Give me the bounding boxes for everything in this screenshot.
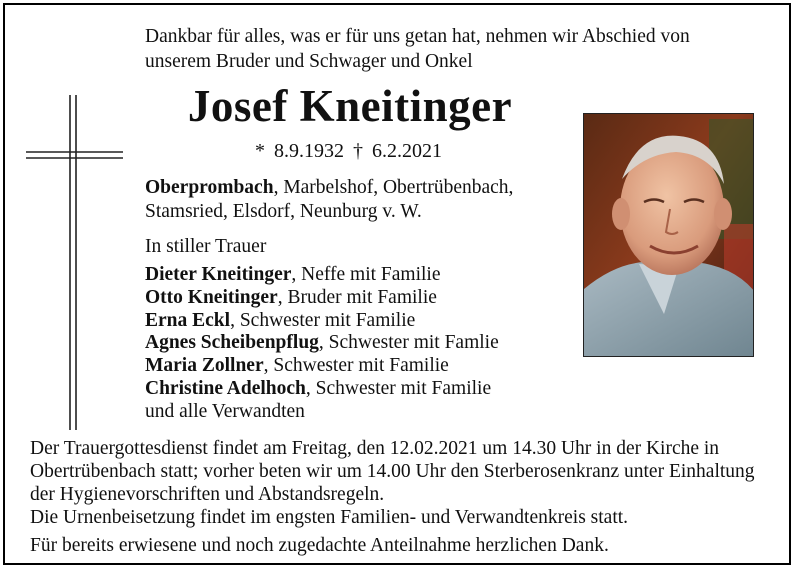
intro-text: Dankbar für alles, was er für uns getan hat, nehmen wir Abschied von unserem Bruder und Schwager und Onkel — [145, 26, 690, 72]
list-item — [145, 378, 499, 401]
thanks-text: Für bereits erwiesene und noch zugedachte Anteilnahme herzlichen Dank. — [30, 535, 609, 556]
list-item — [145, 287, 499, 310]
list-item — [145, 310, 499, 333]
urn-text: Die Urnenbeisetzung findet im engsten Familien- und Verwandtenkreis statt. — [30, 507, 629, 528]
mourner-name: Maria Zollner — [145, 355, 264, 377]
in-stiller-trauer: In stiller Trauer — [145, 236, 267, 257]
list-item — [145, 355, 499, 378]
closing-text — [30, 437, 775, 557]
relatives-line: und alle Verwandten — [145, 400, 305, 422]
life-dates — [255, 140, 442, 163]
mourner-relation: , Schwester mit Familie — [305, 377, 492, 399]
mourner-name: Erna Eckl — [145, 309, 231, 331]
mourner-relation: , Neffe mit Familie — [291, 264, 441, 285]
mourner-name: Otto Kneitinger — [145, 286, 278, 308]
mourner-relation: , Schwester mit Famlie — [318, 332, 499, 354]
mourner-relation: , Bruder mit Familie — [277, 286, 437, 308]
mourner-name: Christine Adelhoch — [145, 377, 306, 399]
portrait-photo — [583, 113, 754, 357]
mourner-name: Dieter Kneitinger — [145, 264, 292, 285]
place-others: , Marbelshof, Obertrübenbach, Stamsried, Elsdorf, Neunburg v. W. — [145, 177, 514, 222]
places — [145, 176, 565, 224]
mourners-list — [145, 264, 499, 424]
list-item — [145, 332, 499, 355]
service-text: Der Trauergottesdienst findet am Freitag, den 12.02.2021 um 14.30 Uhr in der Kirche in Obertrübenbach statt; vorher beten wir um 14.00 Uhr den Sterberosenkranz unter Einhaltung der Hygienevorschriften und Abstandsregeln. — [30, 438, 755, 505]
mourner-relation: , Schwester mit Familie — [263, 355, 449, 377]
portrait-image — [584, 114, 754, 357]
death-date: † 6.2.2021 — [353, 140, 442, 162]
place-primary: Oberprombach — [145, 177, 274, 198]
mourner-relation: , Schwester mit Familie — [230, 309, 416, 331]
deceased-name: Josef Kneitinger — [187, 81, 513, 131]
mourner-name: Agnes Scheibenpflug — [145, 332, 319, 354]
cross-icon — [26, 95, 126, 430]
list-item — [145, 264, 499, 287]
birth-date: * 8.9.1932 — [255, 140, 344, 162]
